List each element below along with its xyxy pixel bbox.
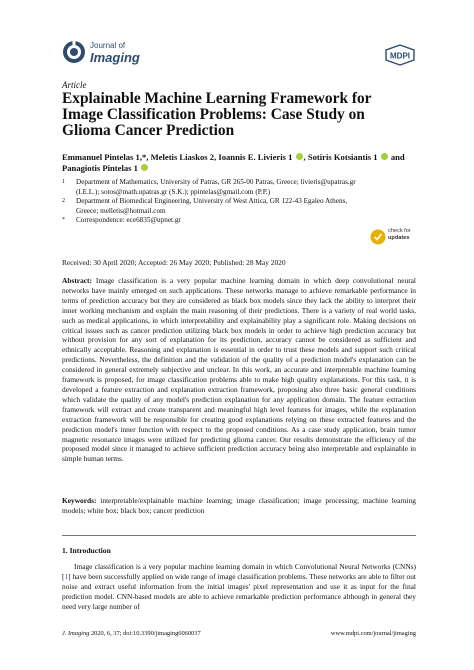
intro-text-part1: Image classification is a very popular machine learning domain in which Convolutional Neural Networks (CNNs) [: [62, 562, 416, 581]
footer-journal: J. Imaging: [62, 630, 90, 637]
mdpi-logo[interactable]: [385, 44, 415, 66]
orcid-icon[interactable]: [381, 153, 388, 160]
affiliation-item: [62, 178, 362, 197]
article-title: Explainable Machine Learning Framework for Image Classification Problems: Case Study on Glioma Cancer Prediction: [62, 90, 372, 139]
check-for-updates-label[interactable]: [388, 228, 411, 241]
affiliation-text: Department of Biomedical Engineering, University of West Attica, GR 122-43 Egaleo Athens, Greece; melletis@hotmail.com: [76, 197, 348, 215]
orcid-icon[interactable]: [296, 153, 303, 160]
affiliation-item: [62, 216, 362, 226]
introduction-paragraph: [62, 562, 416, 612]
authors-line2: Panagiotis Pintelas 1: [62, 163, 138, 173]
journal-name[interactable]: [90, 42, 140, 64]
abstract: [62, 276, 416, 464]
authors-line1: Emmanuel Pintelas 1,*, Meletis Liaskos 2, Ioannis E. Livieris 1: [62, 152, 293, 162]
keywords: [62, 496, 416, 516]
article-type: Article: [62, 80, 87, 90]
footer-url[interactable]: www.mdpi.com/journal/jimaging: [330, 630, 416, 637]
journal-of-label: Journal of: [90, 41, 126, 50]
section-divider: [62, 535, 416, 536]
affiliation-number: 1: [62, 179, 65, 185]
journal-logo-icon: [62, 40, 86, 64]
affiliation-number: 2: [62, 198, 65, 204]
mdpi-logo-text: MDPI: [390, 51, 410, 61]
check-for-updates-line1: check for: [388, 228, 411, 234]
authors-line1c: and: [388, 152, 405, 162]
abstract-text: Image classification is a very popular machine learning domain in which deep convolutional neural networks have mainly emerged on such applications. These networks manage to achieve remarkable performance in terms of prediction accuracy but they are considered as black box models since they lack the ability to interpret their inner working mechanism and explain the main reasoning of their predictions. There is a variety of real world tasks, such as medical applications, in which interpretability and explainability play a significant role. Making decisions on critical issues such as cancer prediction utilizing black box models in order to achieve high prediction accuracy but without provision for any sort of explanation for its prediction, accuracy cannot be considered as sufficient and ethnically acceptable. Reasoning and explanation is essential in order to trust these models and support such critical predictions. Nevertheless, the definition and the validation of the quality of a prediction model's explanation can be considered in general extremely subjective and unclear. In this work, an accurate and interpretable machine learning framework is proposed, for image classification problems able to make high quality explanations. For this task, it is developed a feature extraction and explanation extraction framework, proposing also three basic general conditions which validate the quality of any model's prediction explanation for any application domain. The feature extraction framework will extract and create transparent and meaningful high level features for images, while the explanation extraction framework will be responsible for creating good explanations relying on these extracted features and the prediction model's inner function with respect to the proposed conditions. As a case study application, brain tumor magnetic resonance images were utilized for predicting glioma cancer. Our results demonstrate the efficiency of the proposed model since it managed to achieve sufficient prediction accuracy being also interpretable and explainable in simple human terms.: [62, 276, 416, 464]
citation-link[interactable]: 1: [64, 572, 69, 581]
orcid-icon[interactable]: [141, 164, 148, 171]
author-list: [62, 152, 412, 174]
publication-dates: Received: 30 April 2020; Accepted: 26 May 2020; Published: 28 May 2020: [62, 258, 286, 267]
affiliation-text: Correspondence: ece6835@upnet.gr: [76, 216, 181, 224]
authors-line1b: , Sotiris Kotsiantis 1: [303, 152, 378, 162]
affiliation-number: *: [62, 217, 65, 223]
abstract-label: Abstract:: [62, 276, 92, 285]
footer-citation: [62, 630, 201, 637]
footer-doi[interactable]: 2020, 6, 37; doi:10.3390/jimaging6060037: [89, 630, 201, 637]
affiliation-item: [62, 197, 362, 216]
affiliation-text: Department of Mathematics, University of Patras, GR 265-00 Patras, Greece; livieris@upatras.gr (I.E.L.); sotos@math.upatras.gr (S.K.); ppintelas@gmail.com (P.P.): [76, 178, 356, 196]
journal-title: Imaging: [90, 50, 140, 65]
keywords-text: interpretable/explainable machine learning; image classification; image processing; machine learning models; white box; black box; cancer prediction: [62, 496, 416, 515]
affiliations: [62, 178, 362, 226]
keywords-label: Keywords:: [62, 496, 97, 505]
check-for-updates-line2: updates: [388, 234, 410, 241]
intro-text-part2: ] have been successfully applied on wide range of image classification problems. These networks are able to filter out noise and extract useful information from the initial images' pixel representation and use it as input for the final prediction model. CNN-based models are able to achieve remarkable prediction performance although in general they need very large number of: [62, 572, 416, 611]
section-heading: 1. Introduction: [62, 546, 111, 555]
